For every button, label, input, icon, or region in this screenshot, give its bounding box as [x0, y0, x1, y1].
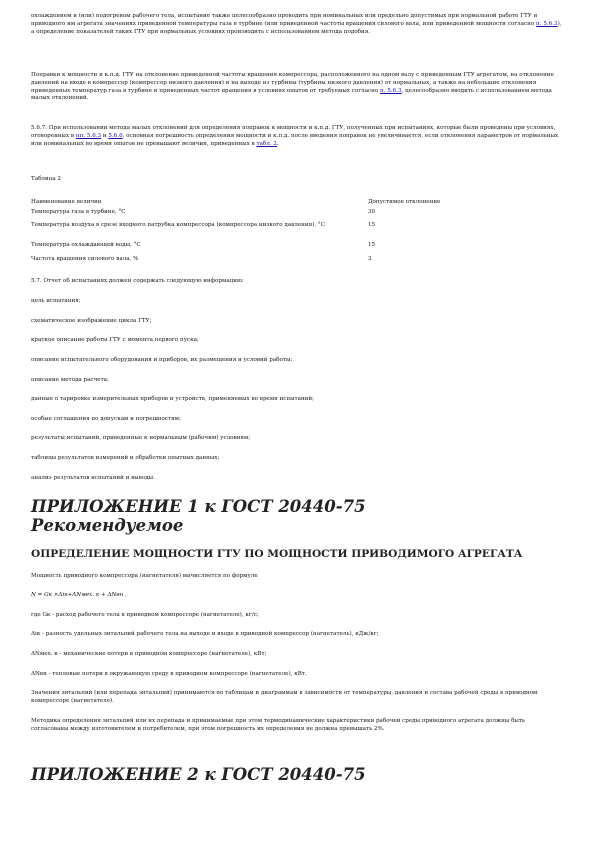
appendix1-paragraph: Методика определения энтальпий или их перепада и принимаемые при этом термодинамические характеристики рабочей среды приводного агрегата должны быть согласованы между изготовителем и потребителем, при этом погрешность их определения не должна превышать 2%. — [31, 718, 526, 732]
table-cell-value: 15 — [368, 242, 376, 248]
table-cell-name: Температура охлаждающей воды, °С — [31, 242, 141, 248]
paragraph-text: 5.6.7. При использовании метода малых отклонений для определения поправок к мощности и к.п.д. ГТУ, полученных при испытаниях, которые были проведены при условиях, оговоренных в — [31, 125, 556, 139]
list-item: описание метода расчета; — [31, 377, 109, 383]
appendix1-heading: ОПРЕДЕЛЕНИЕ МОЩНОСТИ ГТУ ПО МОЩНОСТИ ПРИВОДИМОГО АГРЕГАТА — [31, 548, 523, 560]
table-cell-name: Частота вращения силового вала, % — [31, 256, 139, 262]
table-cell-value: 3 — [368, 256, 372, 262]
appendix1-title: ПРИЛОЖЕНИЕ 1 к ГОСТ 20440-75 — [31, 497, 366, 516]
table-cell-name: Температура воздуха в срезе входного патрубка компрессора (компрессора низкого давления), °С — [31, 222, 325, 228]
link-p-5-6-3[interactable]: п. 5.6.3 — [380, 87, 402, 94]
link-p-5-6-3[interactable]: п. 5.6.3 — [536, 20, 558, 27]
table-header-value: Допустимое отклонение — [368, 199, 441, 205]
definition: ΔNвн - тепловые потери в окружающую среду в приводном компрессоре (нагнетателе), кВт. — [31, 671, 307, 677]
paragraph-text: . — [276, 140, 279, 147]
list-item: особые соглашения по допускам и погрешностям; — [31, 416, 181, 422]
list-item: схематическое изображение цикла ГТУ; — [31, 318, 152, 324]
formula: N = Gк ×Δiк+ΔNмех. к + ΔNвн , — [31, 592, 127, 598]
list-item: цель испытания; — [31, 298, 81, 304]
paragraph-text: ), а определение показателей таких ГТУ при нормальных условиях производить с использованием метода подобия. — [31, 20, 562, 35]
link-5-6-6[interactable]: 5.6.6 — [108, 132, 123, 139]
paragraph-text: и — [101, 132, 109, 139]
table-header-name: Наименование величин — [31, 199, 102, 205]
link-table-2[interactable]: табл. 2 — [256, 140, 277, 147]
definition: ΔNмех. к - механические потери в приводном компрессоре (нагнетателе), кВт; — [31, 651, 267, 657]
table-cell-value: 30 — [368, 209, 376, 215]
list-item: краткое описание работы ГТУ с момента первого пуска; — [31, 337, 199, 343]
paragraph-text: охлаждением и (или) подогревом рабочего тела, испытание также целесообразно проводить при номинальных или предельно допустимых при нормальной работе ГТУ и приводного им агрегата значениях приведенной температуры газа в турбине (или приведенной частоты вращения силового вала, или приведенной мощности согласно — [31, 13, 538, 27]
report-intro: 5.7. Отчет об испытаниях должен содержать следующую информацию: — [31, 278, 244, 284]
second-paragraph — [31, 72, 563, 103]
paragraph-text: , основная погрешность определения мощности и к.п.д. после введения поправок не увеличивается, если отклонения параметров от нормальных или номинальных во время опытов не превышают величин, приведенных в — [31, 132, 559, 147]
table-cell-name: Температура газа в турбине, °С — [31, 209, 126, 215]
paragraph-text: , целесообразно вводить с использованием метода малых отклонений. — [31, 87, 552, 102]
list-item: результаты испытаний, приведенные к нормальным (рабочим) условиям; — [31, 435, 251, 441]
section-5-6-7 — [31, 125, 563, 148]
paragraph-text: Поправки к мощности и к.п.д. ГТУ на отклонение приведенной частоты вращения компрессора, расположенного на одном валу с приведенным ГТУ агрегатом, на отклонение давлений на входе в компрессор (компрессор низкого давления) и на выходе из турбины (турбины низкого давления) от нормальных, а также на небольшие отклонения приведенных температур газа в турбине и приведенных частот вращения в условиях опытов от требуемых согласно — [31, 72, 554, 94]
list-item: таблицы результатов измерений и обработки опытных данных; — [31, 455, 220, 461]
appendix1-intro: Мощность приводного компрессора (нагнетателя) вычисляется по формуле — [31, 573, 258, 579]
list-item: описание испытательного оборудования и приборов, их размещения и условий работы; — [31, 357, 293, 363]
appendix2-title: ПРИЛОЖЕНИЕ 2 к ГОСТ 20440-75 — [31, 765, 366, 784]
list-item: данные о тарировке измерительных приборов и устройств, применяемых во время испытаний; — [31, 396, 315, 402]
table-caption: Таблица 2 — [31, 176, 61, 182]
list-item: анализ результатов испытаний и выводы. — [31, 475, 155, 481]
definition: где Gк - расход рабочего тела в приводном компрессоре (нагнетателе), кг/с; — [31, 612, 259, 618]
definition: Δiк - разность удельных энтальпий рабочего тела на выходе и входе в приводной компрессор (нагнетатель), кДж/кг; — [31, 631, 379, 637]
appendix1-subtitle-recommended: Рекомендуемое — [31, 516, 184, 535]
top-paragraph — [31, 13, 563, 36]
table-cell-value: 15 — [368, 222, 376, 228]
appendix1-paragraph: Значения энтальпий (или перепада энтальпий) принимаются по таблицам и диаграммам в зависимости от температуры, давления и состава рабочей среды в приводном компрессоре (нагнетателе). — [31, 690, 538, 704]
link-pp-5-6-3[interactable]: пп. 5.6.3 — [75, 132, 102, 139]
